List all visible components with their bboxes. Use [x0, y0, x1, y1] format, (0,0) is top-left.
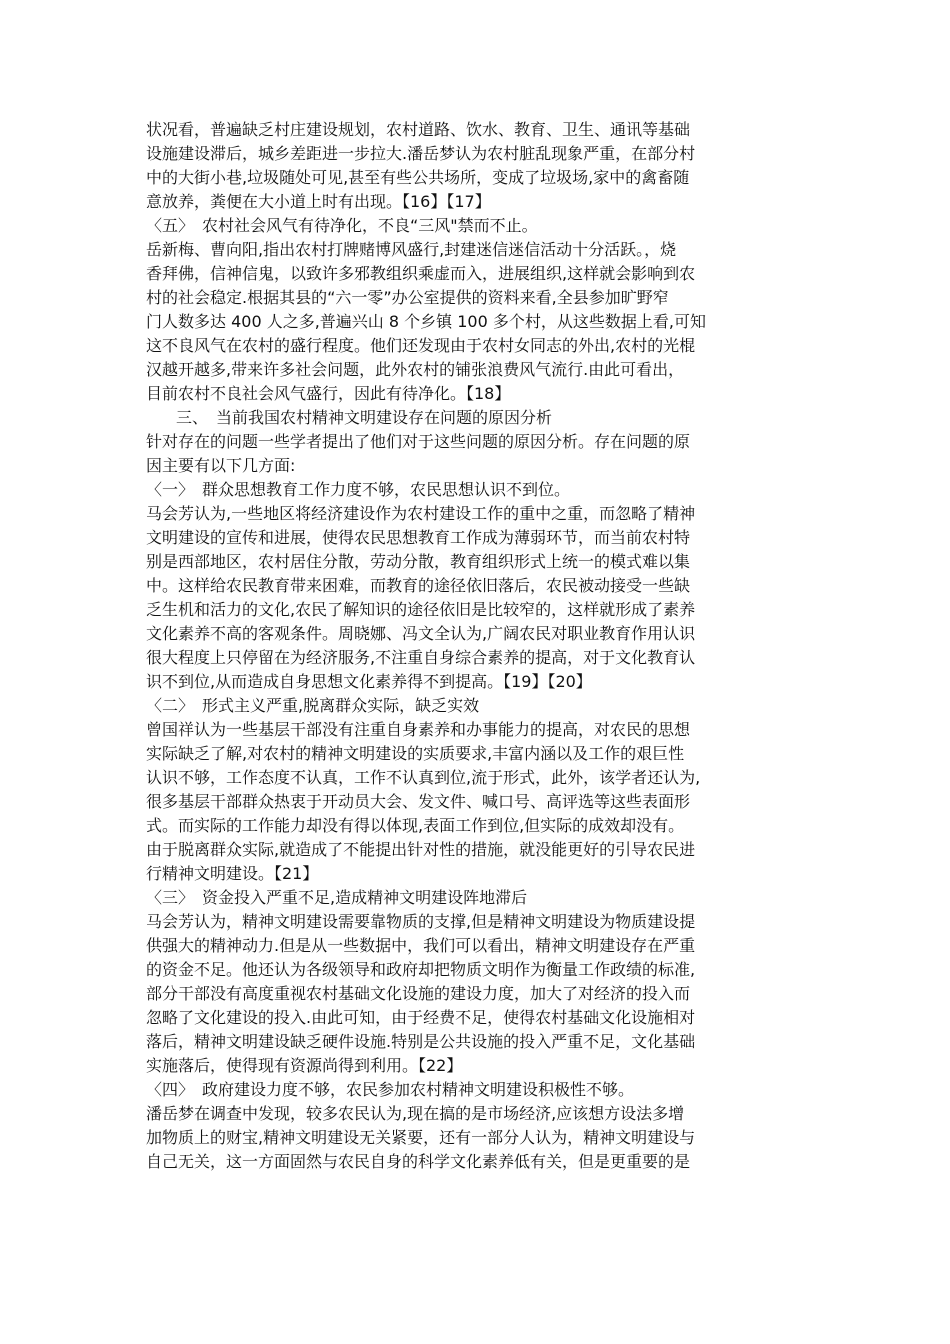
body-text-line: 供强大的精神动力.但是从一些数据中，我们可以看出，精神文明建设存在严重 — [146, 936, 696, 955]
body-text-line: 目前农村不良社会风气盛行，因此有待净化。【18】 — [146, 384, 511, 403]
chapter-heading: 三、 当前我国农村精神文明建设存在问题的原因分析 — [176, 408, 553, 427]
body-text-line: 中的大街小巷,垃圾随处可见,甚至有些公共场所，变成了垃圾场,家中的禽畜随 — [146, 168, 690, 187]
body-text-line: 汉越开越多,带来许多社会问题，此外农村的铺张浪费风气流行.由此可看出， — [146, 360, 685, 379]
body-text-line: 村的社会稳定.根据其县的“六一零”办公室提供的资料来看,全县参加旷野窄 — [146, 288, 669, 307]
body-text-line: 由于脱离群众实际,就造成了不能提出针对性的措施，就没能更好的引导农民进 — [146, 840, 696, 859]
body-text-line: 乏生机和活力的文化,农民了解知识的途径依旧是比较窄的，这样就形成了素养 — [146, 600, 696, 619]
body-text-line: 状况看，普遍缺乏村庄建设规划，农村道路、饮水、教育、卫生、通讯等基础 — [146, 120, 691, 139]
body-text-line: 忽略了文化建设的投入.由此可知，由于经费不足，使得农村基础文化设施相对 — [146, 1008, 696, 1027]
body-text-line: 加物质上的财宝,精神文明建设无关紧要，还有一部分人认为，精神文明建设与 — [146, 1128, 696, 1147]
body-text-line: 自己无关，这一方面固然与农民自身的科学文化素养低有关，但是更重要的是 — [146, 1152, 691, 1171]
body-text-line: 因主要有以下几方面: — [146, 456, 296, 475]
body-text-line: 式。而实际的工作能力却没有得以体现,表面工作到位,但实际的成效却没有。 — [146, 816, 685, 835]
body-text-line: 的资金不足。他还认为各级领导和政府却把物质文明作为衡量工作政绩的标准, — [146, 960, 696, 979]
document-page — [146, 118, 816, 1174]
body-text-line: 实际缺乏了解,对农村的精神文明建设的实质要求,丰富内涵以及工作的艰巨性 — [146, 744, 685, 763]
body-text-line: 意放养，粪便在大小道上时有出现。【16】【17】 — [146, 192, 491, 211]
body-text-line: 马会芳认为，精神文明建设需要靠物质的支撑,但是精神文明建设为物质建设提 — [146, 912, 696, 931]
body-text-line: 针对存在的问题一些学者提出了他们对于这些问题的原因分析。存在问题的原 — [146, 432, 691, 451]
body-text-line: 认识不够，工作态度不认真，工作不认真到位,流于形式，此外，该学者还认为, — [146, 768, 701, 787]
body-text-line: 这不良风气在农村的盛行程度。他们还发现由于农村女同志的外出,农村的光棍 — [146, 336, 696, 355]
body-text-line: 很多基层干部群众热衷于开动员大会、发文件、喊口号、高评选等这些表面形 — [146, 792, 691, 811]
body-text-line: 落后，精神文明建设缺乏硬件设施.特别是公共设施的投入严重不足，文化基础 — [146, 1032, 696, 1051]
body-text-line: 中。这样给农民教育带来困难，而教育的途径依旧落后，农民被动接受一些缺 — [146, 576, 691, 595]
body-text-line: 实施落后，使得现有资源尚得到利用。【22】 — [146, 1056, 463, 1075]
body-text-line: 门人数多达 400 人之多,普遍兴山 8 个乡镇 100 多个村，从这些数据上看,可知 — [146, 312, 706, 331]
section-heading: 〈一〉 群众思想教育工作力度不够，农民思想认识不到位。 — [146, 480, 571, 499]
body-text-line: 识不到位,从而造成自身思想文化素养得不到提高。【19】【20】 — [146, 672, 592, 691]
body-text-line: 部分干部没有高度重视农村基础文化设施的建设力度，加大了对经济的投入而 — [146, 984, 691, 1003]
body-text-line: 行精神文明建设。【21】 — [146, 864, 319, 883]
section-heading: 〈四〉 政府建设力度不够，农民参加农村精神文明建设积极性不够。 — [146, 1080, 635, 1099]
body-text-line: 岳新梅、曹向阳,指出农村打牌赌博风盛行,封建迷信迷信活动十分活跃。，烧 — [146, 240, 677, 259]
body-text-line: 别是西部地区，农村居住分散，劳动分散，教育组织形式上统一的模式难以集 — [146, 552, 691, 571]
body-text-line: 潘岳梦在调查中发现，较多农民认为,现在搞的是市场经济,应该想方设法多增 — [146, 1104, 685, 1123]
body-text-line: 曾国祥认为一些基层干部没有注重自身素养和办事能力的提高，对农民的思想 — [146, 720, 691, 739]
section-heading: 〈三〉 资金投入严重不足,造成精神文明建设阵地滞后 — [146, 888, 528, 907]
section-heading: 〈二〉 形式主义严重,脱离群众实际，缺乏实效 — [146, 696, 480, 715]
body-text-line: 文明建设的宣传和进展，使得农民思想教育工作成为薄弱环节，而当前农村特 — [146, 528, 691, 547]
body-text-line: 马会芳认为,一些地区将经济建设作为农村建设工作的重中之重，而忽略了精神 — [146, 504, 696, 523]
body-text-line: 香拜佛，信神信鬼，以致许多邪教组织乘虚而入，进展组织,这样就会影响到农 — [146, 264, 696, 283]
body-text-line: 设施建设滞后，城乡差距进一步拉大.潘岳梦认为农村脏乱现象严重，在部分村 — [146, 144, 696, 163]
body-text-line: 很大程度上只停留在为经济服务,不注重自身综合素养的提高，对于文化教育认 — [146, 648, 696, 667]
section-heading: 〈五〉 农村社会风气有待净化，不良“三风"禁而不止。 — [146, 216, 538, 235]
body-text-line: 文化素养不高的客观条件。周晓娜、冯文全认为,广阔农民对职业教育作用认识 — [146, 624, 696, 643]
